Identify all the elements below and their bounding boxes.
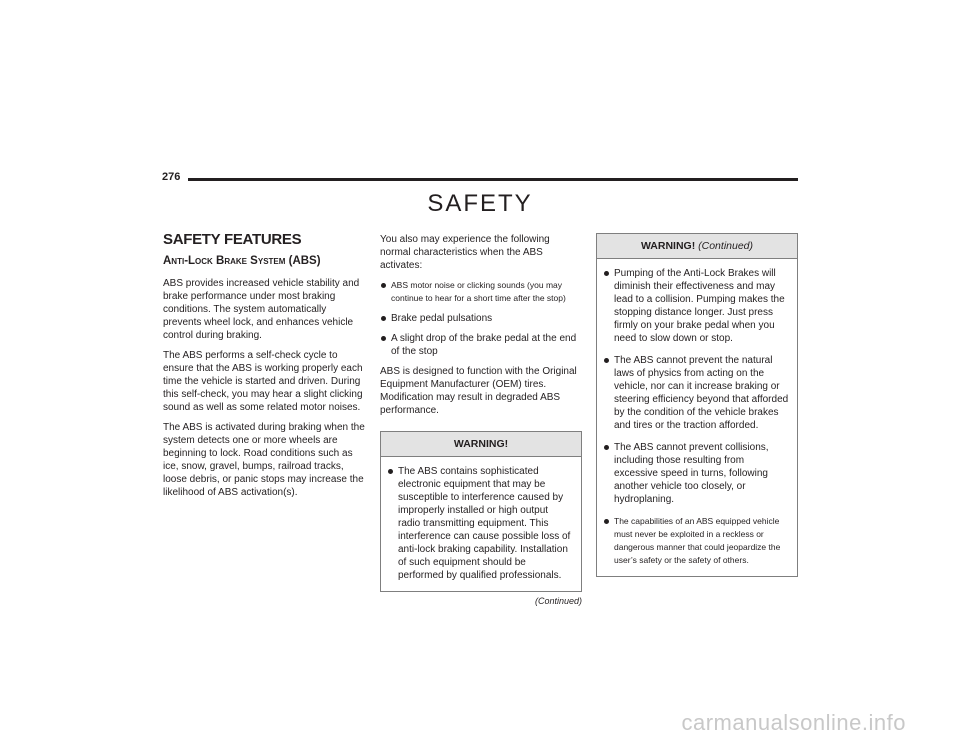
bullet-icon	[604, 445, 609, 450]
paragraph: The ABS is activated during braking when the system detects one or more wheels are beginning to lock. Road conditions such as ice, snow, gravel, bumps, railroad tracks, loose debris, or panic stops may increase the likelihood of ABS activation(s).	[163, 422, 365, 498]
warning-body	[597, 259, 797, 567]
bullet-icon	[604, 519, 609, 524]
warning-box-continued	[596, 233, 798, 577]
bullet-icon	[381, 283, 386, 288]
subsection-title: Anti-Lock Brake System (ABS)	[163, 255, 321, 267]
paragraph: ABS is designed to function with the Original Equipment Manufacturer (OEM) tires. Modification may result in degraded ABS performance.	[380, 366, 577, 416]
list-item-text: ABS motor noise or clicking sounds (you may continue to hear for a short time after the stop)	[391, 280, 566, 303]
column-3	[596, 233, 798, 577]
column-2	[380, 233, 582, 608]
warning-list	[603, 267, 789, 567]
warning-heading-suffix: (Continued)	[698, 240, 754, 252]
list-item-text: The ABS cannot prevent the natural laws of physics from acting on the vehicle, nor can it increase braking or steering efficiency beyond that afforded by the condition of the vehicle brakes and tires or the traction afforded.	[614, 355, 789, 431]
paragraph: ABS provides increased vehicle stability and brake performance under most braking conditions. The system automatically prevents wheel lock, and enhances vehicle control during braking.	[163, 278, 360, 341]
continued-label: (Continued)	[534, 596, 582, 606]
column-1	[163, 233, 365, 506]
list-item	[603, 267, 789, 345]
bullet-icon	[604, 358, 609, 363]
list-item	[380, 279, 582, 305]
warning-heading-text: WARNING!	[640, 240, 696, 252]
list-item-text: The ABS cannot prevent collisions, including those resulting from excessive speed in turns, following another vehicle too closely, or hydroplaning.	[614, 442, 769, 505]
watermark: carmanualsonline.info	[681, 710, 906, 735]
warning-body	[381, 457, 581, 582]
list-item-text: Pumping of the Anti-Lock Brakes will diminish their effectiveness and may lead to a collision. Pumping makes the stopping distance longer. Just press firmly on your brake pedal when you need to slow down or stop.	[614, 268, 785, 344]
warning-heading	[597, 234, 797, 259]
bullet-icon	[388, 469, 393, 474]
list-item	[387, 465, 573, 582]
warning-list	[387, 465, 573, 582]
paragraph: The ABS performs a self-check cycle to ensure that the ABS is working properly each time the vehicle is started and driven. During this self-check, you may hear a slight clicking sound as well as some related motor noises.	[163, 350, 363, 413]
paragraph: You also may experience the following normal characteristics when the ABS activates:	[380, 234, 550, 271]
page-number: 276	[162, 171, 181, 183]
header-rule	[188, 178, 798, 181]
list-item-text: Brake pedal pulsations	[391, 313, 493, 324]
list-item	[603, 441, 789, 506]
list-item-text: The capabilities of an ABS equipped vehicle must never be exploited in a reckless or dangerous manner that could jeopardize the user’s safety or the safety of others.	[614, 516, 781, 565]
warning-heading: WARNING!	[381, 432, 581, 457]
bullet-list	[380, 279, 582, 358]
warning-box	[380, 431, 582, 592]
bullet-icon	[381, 336, 386, 341]
list-item	[380, 312, 582, 325]
section-title: SAFETY FEATURES	[163, 231, 302, 248]
list-item-text: The ABS contains sophisticated electronic equipment that may be susceptible to interference caused by improperly installed or high output radio transmitting equipment. This interference can cause possible loss of anti-lock braking capability. Installation of such equipment should be performed by qualified professionals.	[398, 466, 571, 581]
chapter-title: SAFETY	[427, 190, 533, 217]
list-item	[380, 332, 582, 358]
list-item	[603, 354, 789, 432]
list-item-text: A slight drop of the brake pedal at the end of the stop	[391, 333, 577, 357]
list-item	[603, 515, 789, 567]
bullet-icon	[381, 316, 386, 321]
bullet-icon	[604, 271, 609, 276]
